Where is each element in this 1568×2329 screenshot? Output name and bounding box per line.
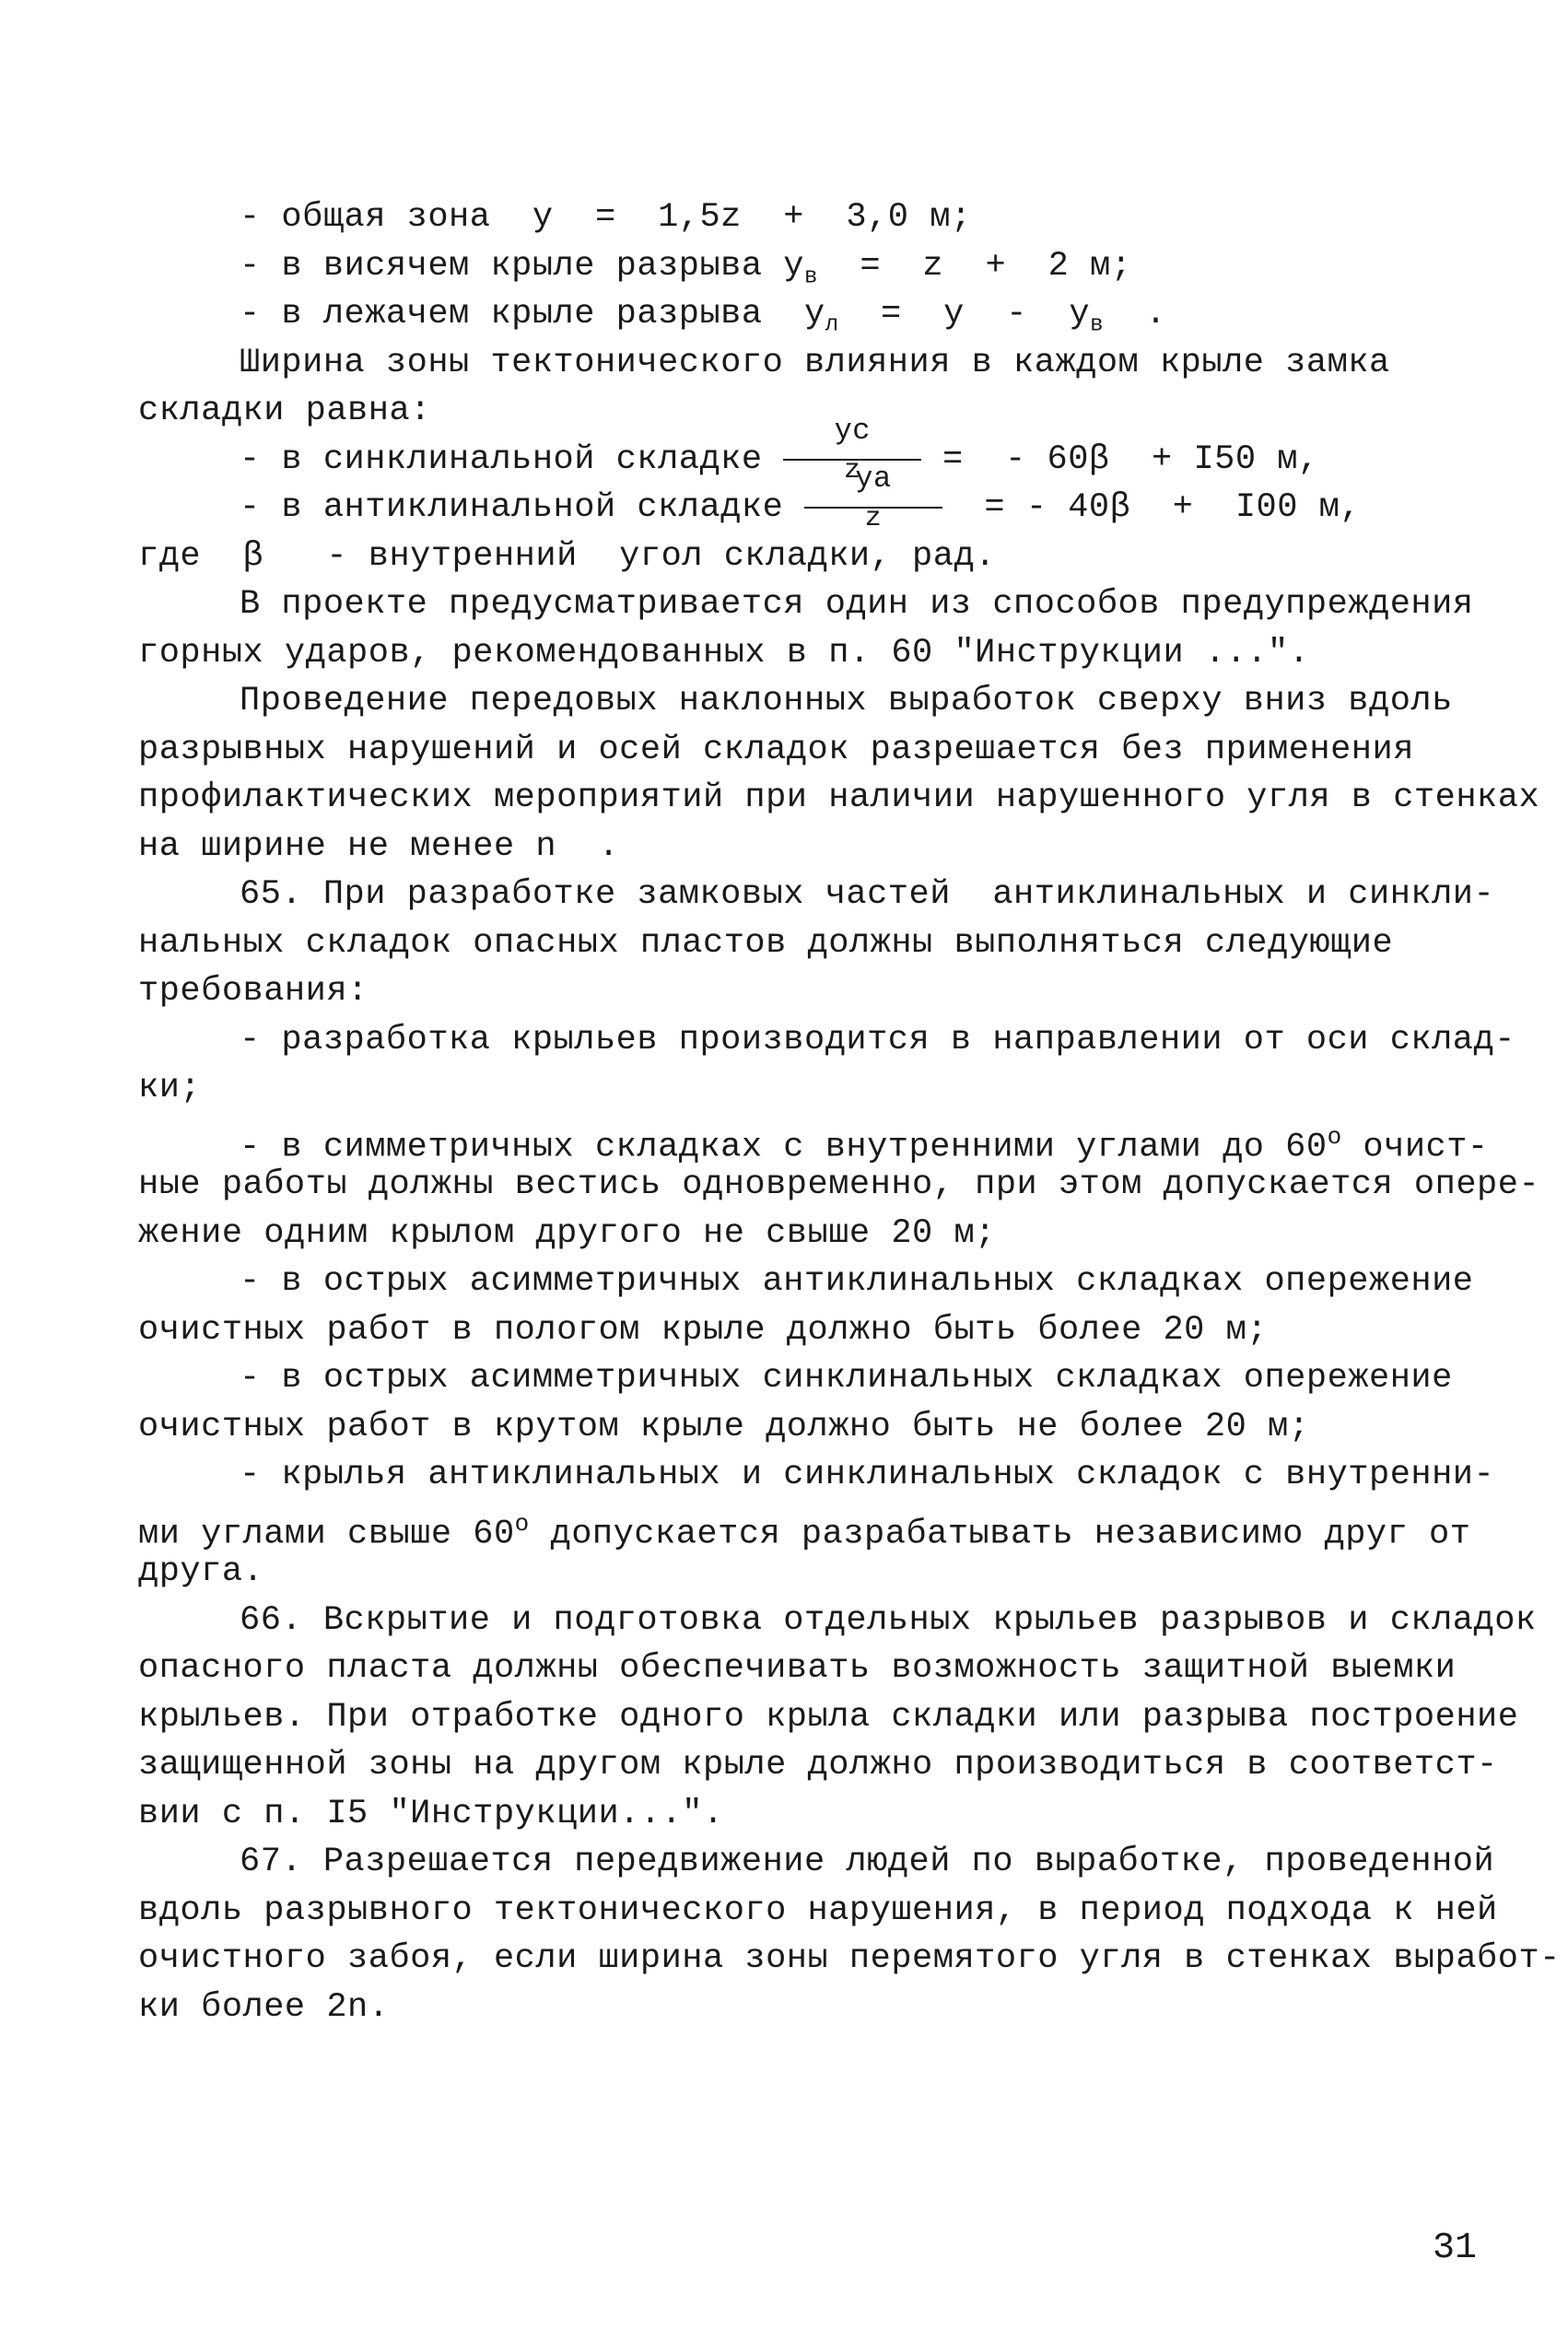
req5-line-3: друга.: [138, 1552, 264, 1591]
formula-hanging-wall: - в висячем крыле разрыва $у_в = z + 2$ м;: [240, 246, 1132, 289]
p65-line-2: нальных складок опасных пластов должны выполняться следующие: [138, 923, 1394, 963]
p65-line-1: 65. При разработке замковых частей антиклинальных и синкли-: [240, 875, 1495, 914]
req1-line-1: - разработка крыльев производится в направлении от оси склад-: [240, 1020, 1515, 1059]
p67-line-4: ки более 2n.: [138, 1987, 390, 2027]
p67-line-2: вдоль разрывного тектонического нарушения, в период подхода к ней: [138, 1890, 1498, 1930]
driving-line-3: профилактических мероприятий при наличии нарушенного угля в стенках: [138, 778, 1540, 817]
req5-line-2: ми углами свыше $60^о$ допускается разрабатывать независимо друг от: [138, 1509, 1471, 1553]
req1-line-2: ки;: [138, 1069, 202, 1107]
driving-line-4: на ширине не менее n .: [138, 826, 620, 866]
p65-line-3: требования:: [138, 972, 369, 1011]
p66-line-1: 66. Вскрытие и подготовка отдельных крыльев разрывов и складок: [240, 1600, 1537, 1640]
page-number: 31: [1433, 2228, 1478, 2269]
formula-lying-wall: - в лежачем крыле разрыва $у_л = у - у_в$ .: [240, 295, 1167, 338]
p66-line-3: крыльев. При отработке одного крыла складки или разрыва построение: [138, 1697, 1519, 1737]
anticline-fraction: $\frac{уа}{z}$: [804, 488, 942, 525]
prevention-line-1: В проекте предусматривается один из способов предупреждения: [240, 585, 1474, 624]
formula-common-zone: - общая зона у = 1,5z + 3,0 м;: [240, 198, 972, 237]
formula-syncline: - в синклинальной складке $\frac{ус}{z}$ = - 60β + I50 м,: [240, 413, 1319, 486]
p66-line-2: опасного пласта должны обеспечивать возможность защитной выемки: [138, 1649, 1457, 1688]
zone-width-intro-1: Ширина зоны тектонического влияния в каждом крыле замка: [240, 343, 1390, 382]
p66-line-4: защищенной зоны на другом крыле должно производиться в соответст-: [138, 1746, 1498, 1785]
prevention-line-2: горных ударов, рекомендованных в п. 60 "Инструкции ...".: [138, 633, 1310, 673]
req4-line-2: очистных работ в крутом крыле должно быть не более 20 м;: [138, 1407, 1310, 1446]
req2-line-1: - в симметричных складках с внутренними углами до $60^о$ очист-: [240, 1122, 1489, 1166]
p66-line-5: вии с п. I5 "Инструкции...".: [138, 1794, 724, 1833]
beta-note: где β - внутренний угол складки, рад.: [138, 536, 996, 576]
req3-line-1: - в острых асимметричных антиклинальных складках опережение: [240, 1262, 1474, 1301]
req2-line-2: ные работы должны вестись одновременно, при этом допускается опере-: [138, 1165, 1540, 1204]
req3-line-2: очистных работ в пологом крыле должно быть более 20 м;: [138, 1310, 1268, 1350]
formula-anticline: - в антиклинальной складке $\frac{уа}{z}$ = - 40β + I00 м,: [240, 462, 1362, 535]
syncline-fraction: $\frac{ус}{z}$: [783, 440, 921, 477]
req4-line-1: - в острых асимметричных синклинальных складках опережение: [240, 1359, 1453, 1398]
p67-line-3: очистного забоя, если ширина зоны перемятого угля в стенках выработ-: [138, 1939, 1561, 1978]
document-body: [138, 193, 1561, 2031]
req5-line-1: - крылья антиклинальных и синклинальных складок с внутренни-: [240, 1456, 1495, 1494]
driving-line-2: разрывных нарушений и осей складок разрешается без применения: [138, 730, 1414, 769]
driving-line-1: Проведение передовых наклонных выработок сверху вниз вдоль: [240, 682, 1453, 720]
req2-line-3: жение одним крылом другого не свыше 20 м;: [138, 1213, 996, 1253]
p67-line-1: 67. Разрешается передвижение людей по выработке, проведенной: [240, 1843, 1495, 1881]
zone-width-intro-2: складки равна:: [138, 392, 431, 430]
